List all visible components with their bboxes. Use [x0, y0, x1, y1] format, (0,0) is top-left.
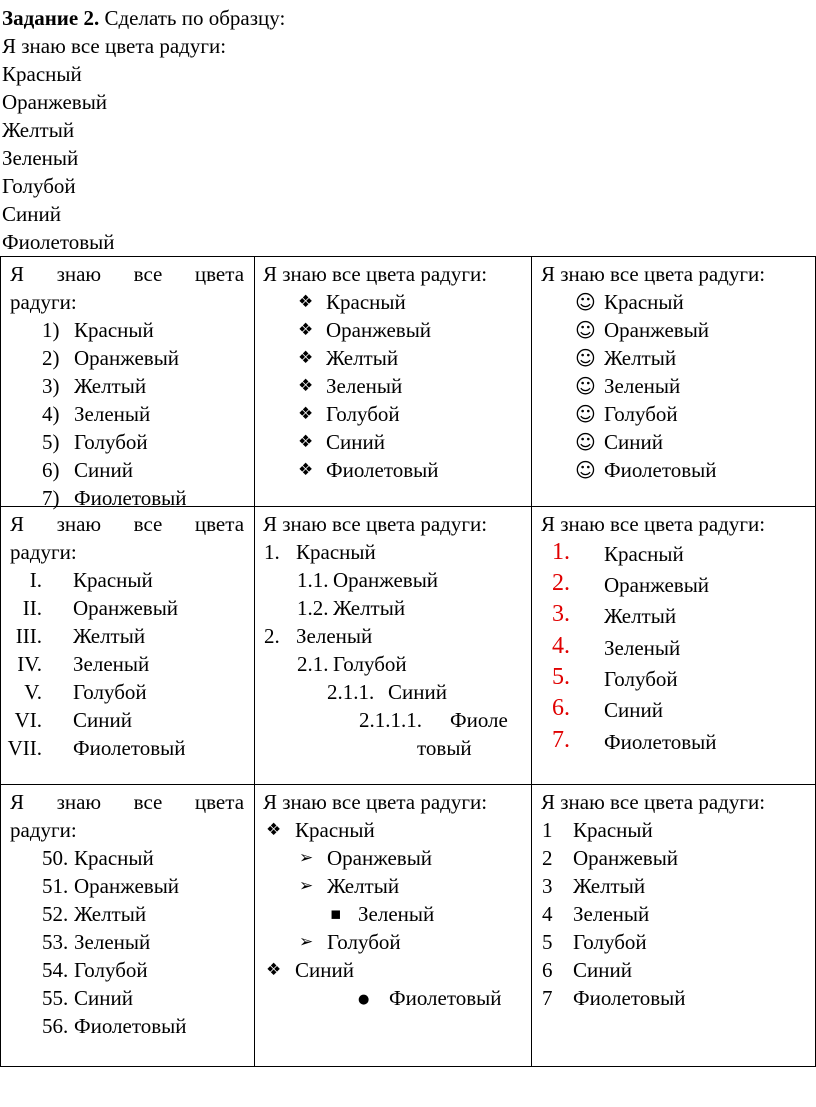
list-item: Зеленый — [326, 374, 403, 398]
list-item: Красный — [604, 290, 684, 314]
list-marker: 52. — [42, 902, 69, 926]
list-marker: 4 — [542, 902, 553, 926]
list-marker: 6 — [542, 958, 553, 982]
header-color-red: Красный — [2, 62, 82, 86]
list-marker: 1 — [542, 818, 553, 842]
cell-title-wrap: радуги: — [10, 540, 77, 564]
smiley-bullet-icon: ☺ — [575, 402, 596, 426]
list-marker: II. — [22, 596, 42, 620]
list-marker: 1) — [42, 318, 60, 342]
list-marker: 3 — [542, 874, 553, 898]
cell-title-wrap: радуги: — [10, 818, 77, 842]
red-list-marker: 2. — [552, 570, 570, 596]
list-marker: 55. — [42, 986, 69, 1010]
list-item: Желтый — [333, 596, 406, 620]
list-item: Желтый — [604, 346, 677, 370]
list-item: Фиолетовый — [74, 486, 187, 510]
list-marker: 2.1. — [297, 652, 329, 676]
list-item: Желтый — [326, 346, 399, 370]
list-item: Зеленый — [358, 902, 435, 926]
list-marker: 3) — [42, 374, 60, 398]
cell-title-justified: Я знаю все цвета — [10, 790, 245, 814]
list-item-continued: товый — [417, 736, 472, 760]
list-item: Голубой — [327, 930, 401, 954]
list-marker: 51. — [42, 874, 69, 898]
task-heading — [2, 4, 285, 32]
list-marker: 54. — [42, 958, 69, 982]
list-item: Оранжевый — [604, 318, 710, 342]
diamond-bullet-icon: ❖ — [266, 960, 282, 980]
header-color-violet: Фиолетовый — [2, 230, 115, 254]
list-marker: 1.2. — [297, 596, 329, 620]
arrow-bullet-icon: ➢ — [299, 848, 314, 868]
list-item: Фиолетовый — [74, 1014, 187, 1038]
list-item: Красный — [326, 290, 406, 314]
list-marker: VII. — [7, 736, 42, 760]
red-list-marker: 7. — [552, 727, 570, 753]
list-item: Синий — [604, 430, 663, 454]
list-marker: IV. — [17, 652, 42, 676]
list-item: Оранжевый — [326, 318, 432, 342]
list-marker: 5 — [542, 930, 553, 954]
task-instruction: Сделать по образцу: — [99, 6, 286, 30]
list-marker: 1.1. — [297, 568, 329, 592]
list-item: Оранжевый — [333, 568, 439, 592]
list-item: Желтый — [604, 604, 677, 628]
list-item: Красный — [295, 818, 375, 842]
list-item: Зеленый — [74, 930, 151, 954]
cell-title: Я знаю все цвета радуги: — [263, 512, 488, 536]
list-item: Синий — [74, 458, 133, 482]
list-marker: 2. — [264, 624, 280, 648]
list-item: Фиолетовый — [573, 986, 686, 1010]
list-item: Красный — [74, 846, 154, 870]
cell-title-justified: Я знаю все цвета — [10, 262, 245, 286]
list-item: Голубой — [326, 402, 400, 426]
header-color-lightblue: Голубой — [2, 174, 76, 198]
smiley-bullet-icon: ☺ — [575, 430, 596, 454]
red-list-marker: 1. — [552, 539, 570, 565]
list-item: Фиолетовый — [604, 730, 717, 754]
cell-title-justified: Я знаю все цвета — [10, 512, 245, 536]
table-border-left — [0, 256, 1, 1067]
list-item: Зеленый — [296, 624, 373, 648]
smiley-bullet-icon: ☺ — [575, 458, 596, 482]
list-marker: 6) — [42, 458, 60, 482]
smiley-bullet-icon: ☺ — [575, 290, 596, 314]
smiley-bullet-icon: ☺ — [575, 346, 596, 370]
list-item: Голубой — [74, 958, 148, 982]
list-item: Синий — [604, 698, 663, 722]
cell-title-wrap: радуги: — [10, 290, 77, 314]
intro-line: Я знаю все цвета радуги: — [2, 34, 227, 58]
cell-title: Я знаю все цвета радуги: — [263, 262, 488, 286]
header-color-orange: Оранжевый — [2, 90, 108, 114]
diamond-bullet-icon: ❖ — [298, 348, 314, 368]
list-marker: 1. — [264, 540, 280, 564]
list-item: Желтый — [74, 374, 147, 398]
list-marker: 7) — [42, 486, 60, 510]
table-border-bottom — [0, 1066, 816, 1067]
list-item: Голубой — [73, 680, 147, 704]
list-marker: 2 — [542, 846, 553, 870]
list-item: Оранжевый — [573, 846, 679, 870]
list-item: Голубой — [74, 430, 148, 454]
list-item: Красный — [73, 568, 153, 592]
list-item: Зеленый — [74, 402, 151, 426]
header-color-green: Зеленый — [2, 146, 79, 170]
list-item: Зеленый — [604, 374, 681, 398]
table-border-row2 — [0, 784, 816, 785]
list-item: Фиолетовый — [326, 458, 439, 482]
diamond-bullet-icon: ❖ — [298, 460, 314, 480]
list-item: Зеленый — [73, 652, 150, 676]
list-marker: 4) — [42, 402, 60, 426]
list-item: Зеленый — [573, 902, 650, 926]
list-marker: III. — [15, 624, 42, 648]
table-border-top — [0, 256, 816, 257]
list-item: Желтый — [74, 902, 147, 926]
list-item: Фиолетовый — [73, 736, 186, 760]
list-marker: V. — [24, 680, 42, 704]
header-color-yellow: Желтый — [2, 118, 75, 142]
arrow-bullet-icon: ➢ — [299, 932, 314, 952]
list-marker: 2.1.1.1. — [359, 708, 422, 732]
red-list-marker: 3. — [552, 601, 570, 627]
red-list-marker: 4. — [552, 633, 570, 659]
cell-title: Я знаю все цвета радуги: — [263, 790, 488, 814]
list-marker: 50. — [42, 846, 69, 870]
list-item: Желтый — [73, 624, 146, 648]
cell-title: Я знаю все цвета радуги: — [541, 790, 766, 814]
diamond-bullet-icon: ❖ — [298, 292, 314, 312]
list-marker: 2) — [42, 346, 60, 370]
list-item: Оранжевый — [73, 596, 179, 620]
table-border-col1 — [254, 256, 255, 1067]
list-item: Голубой — [604, 667, 678, 691]
list-item: Красный — [604, 542, 684, 566]
list-item: Синий — [573, 958, 632, 982]
smiley-bullet-icon: ☺ — [575, 374, 596, 398]
list-item: Желтый — [573, 874, 646, 898]
arrow-bullet-icon: ➢ — [299, 876, 314, 896]
diamond-bullet-icon: ❖ — [298, 404, 314, 424]
list-item: Синий — [295, 958, 354, 982]
table-border-col2 — [531, 256, 532, 1067]
cell-title: Я знаю все цвета радуги: — [541, 512, 766, 536]
list-item: Синий — [326, 430, 385, 454]
cell-title: Я знаю все цвета радуги: — [541, 262, 766, 286]
list-item: Фиоле — [450, 708, 508, 732]
list-marker: 53. — [42, 930, 69, 954]
diamond-bullet-icon: ❖ — [298, 320, 314, 340]
diamond-bullet-icon: ❖ — [298, 432, 314, 452]
header-color-blue: Синий — [2, 202, 61, 226]
diamond-bullet-icon: ❖ — [298, 376, 314, 396]
list-marker: 7 — [542, 986, 553, 1010]
list-marker: 56. — [42, 1014, 69, 1038]
list-marker: 5) — [42, 430, 60, 454]
list-item: Оранжевый — [74, 346, 180, 370]
list-item: Синий — [73, 708, 132, 732]
list-item: Красный — [74, 318, 154, 342]
list-item: Красный — [573, 818, 653, 842]
list-item: Фиолетовый — [604, 458, 717, 482]
list-item: Голубой — [604, 402, 678, 426]
list-item: Зеленый — [604, 636, 681, 660]
list-item: Фиолетовый — [389, 986, 502, 1010]
red-list-marker: 6. — [552, 695, 570, 721]
list-item: Оранжевый — [327, 846, 433, 870]
list-item: Оранжевый — [604, 573, 710, 597]
square-bullet-icon: ▪ — [330, 904, 342, 924]
red-list-marker: 5. — [552, 664, 570, 690]
list-item: Оранжевый — [74, 874, 180, 898]
diamond-bullet-icon: ❖ — [266, 820, 282, 840]
list-marker: 2.1.1. — [327, 680, 375, 704]
list-item: Голубой — [573, 930, 647, 954]
list-item: Желтый — [327, 874, 400, 898]
list-marker: VI. — [14, 708, 42, 732]
list-item: Красный — [296, 540, 376, 564]
list-item: Синий — [74, 986, 133, 1010]
task-label: Задание 2. — [2, 6, 100, 30]
list-item: Синий — [388, 680, 447, 704]
list-item: Голубой — [333, 652, 407, 676]
list-marker: I. — [29, 568, 42, 592]
dot-bullet-icon: ● — [358, 992, 370, 1007]
smiley-bullet-icon: ☺ — [575, 318, 596, 342]
